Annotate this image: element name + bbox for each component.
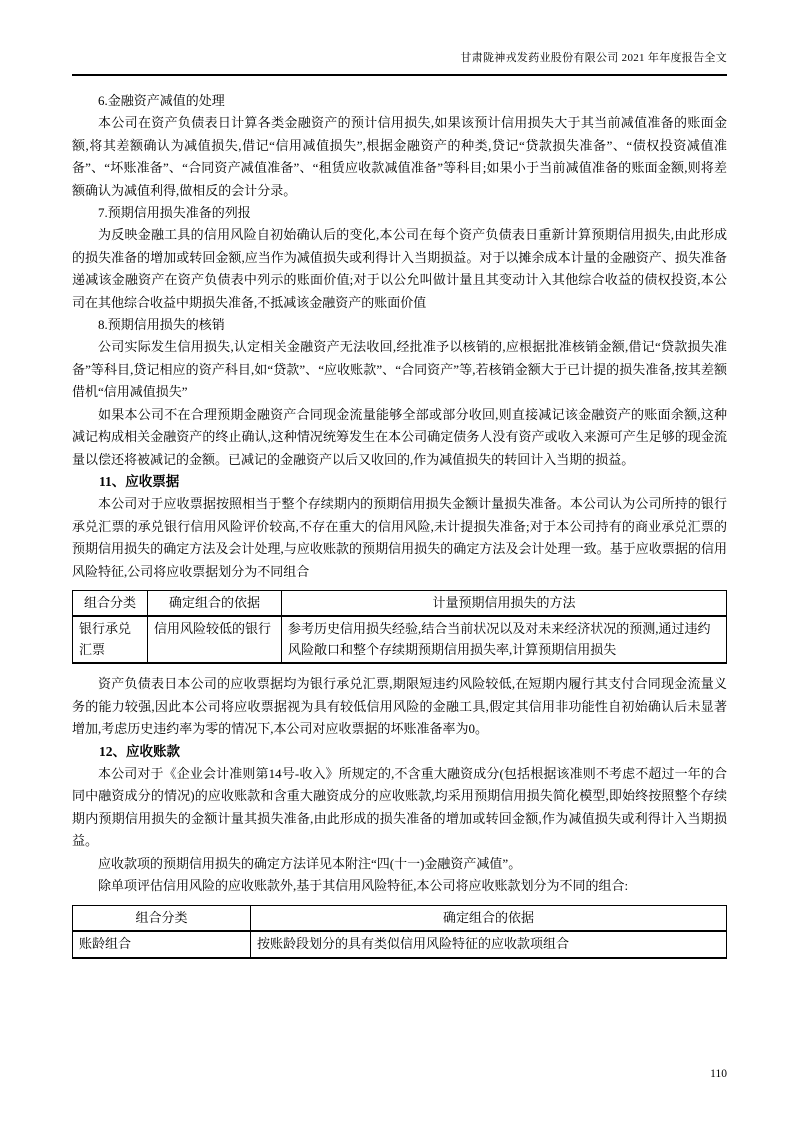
section-11-heading: 11、应收票据	[99, 473, 180, 489]
header-title: 甘肃陇神戎发药业股份有限公司 2021 年年度报告全文	[460, 52, 727, 64]
item8-heading: 8.预期信用损失的核销	[98, 317, 225, 333]
item7-paragraph: 为反映金融工具的信用风险自初始确认后的变化,本公司在每个资产负债表日重新计算预期信用损失,由此形成的损失准备的增加或转回金额,应当作为减值损失或利得计入当期损益。对于以摊余成本计量的金融资产、损失准备递减该金融资产在资产负债表中列示的账面价值;对于以公允叫做计量且其变动计入其他综合收益的债权投资,本公司在其他综合收益中期损失准备,不抵减该金融资产的账面价值	[72, 227, 727, 310]
item8-paragraph-1: 公司实际发生信用损失,认定相关金融资产无法收回,经批准予以核销的,应根据批准核销金额,借记“贷款损失准备”等科目,贷记相应的资产科目,如“贷款”、“应收账款”、“合同资产”等,若核销金额大于已计提的损失准备,按其差额借机“信用减值损失”	[72, 339, 727, 400]
table-cell: 银行承兑汇票	[73, 616, 148, 663]
page-header	[72, 50, 727, 76]
table-row	[73, 616, 727, 663]
table-cell: 按账龄段划分的具有类似信用风险特征的应收款项组合	[251, 931, 727, 958]
section-12-paragraph-3: 除单项评估信用风险的应收账款外,基于其信用风险特征,本公司将应收账款划分为不同的组合:	[98, 878, 629, 894]
page-content	[72, 90, 727, 959]
section-11-paragraph-1: 本公司对于应收票据按照相当于整个存续期内的预期信用损失金额计量损失准备。本公司认为公司所持的银行承兑汇票的承兑银行信用风险评价较高,不存在重大的信用风险,未计提损失准备;对于本公司持有的商业承兑汇票的预期信用损失的确定方法及会计处理,与应收账款的预期信用损失的确定方法及会计处理一致。基于应收票据的信用风险特征,公司将应收票据划分为不同组合	[72, 496, 727, 579]
table-cell: 信用风险较低的银行	[148, 616, 282, 663]
table-cell: 账龄组合	[73, 931, 251, 958]
notes-receivable-table	[72, 590, 727, 665]
page-number: 110	[710, 1068, 727, 1080]
column-header: 确定组合的依据	[251, 905, 727, 931]
item6-heading: 6.金融资产减值的处理	[98, 93, 225, 108]
section-11-paragraph-2: 资产负债表日本公司的应收票据均为银行承兑汇票,期限短违约风险较低,在短期内履行其支付合同现金流量义务的能力较强,因此本公司将应收票据视为具有较低信用风险的金融工具,假定其信用非功能性自初始确认后未显著增加,考虑历史违约率为零的情况下,本公司对应收票据的坏账准备率为0。	[72, 676, 727, 737]
table-row	[73, 931, 727, 958]
section-12-heading: 12、应收账款	[99, 743, 180, 759]
table-header-row	[73, 590, 727, 616]
column-header: 组合分类	[73, 905, 251, 931]
section-12-paragraph-1: 本公司对于《企业会计准则第14号-收入》所规定的,不含重大融资成分(包括根据该准则不考虑不超过一年的合同中融资成分的情况)的应收账款和含重大融资成分的应收账款,均采用预期信用损失简化模型,即始终按照整个存续期内预期信用损失的金额计量其损失准备,由此形成的损失准备的增加或转回金额,作为减值损失或利得计入当期损益。	[72, 766, 727, 849]
table-cell: 参考历史信用损失经验,结合当前状况以及对未来经济状况的预测,通过违约风险敞口和整个存续期预期信用损失率,计算预期信用损失	[282, 616, 727, 663]
column-header: 确定组合的依据	[148, 590, 282, 616]
accounts-receivable-table	[72, 905, 727, 959]
table-header-row	[73, 905, 727, 931]
section-12-paragraph-2: 应收款项的预期信用损失的确定方法详见本附注“四(十一)金融资产减值”。	[98, 855, 522, 871]
item7-heading: 7.预期信用损失准备的列报	[98, 205, 251, 221]
column-header: 组合分类	[73, 590, 148, 616]
item6-paragraph: 本公司在资产负债表日计算各类金融资产的预计信用损失,如果该预计信用损失大于其当前减值准备的账面金额,将其差额确认为减值损失,借记“信用减值损失”,根据金融资产的种类,贷记“贷款损失准备”、“债权投资减值准备”、“坏账准备”、“合同资产减值准备”、“租赁应收款减值准备”等科目;如果小于当前减值准备的账面金额,则将差额确认为减值利得,做相反的会计分录。	[72, 115, 727, 198]
item8-paragraph-2: 如果本公司不在合理预期金融资产合同现金流量能够全部或部分收回,则直接减记该金融资产的账面余额,这种减记构成相关金融资产的终止确认,这种情况统筹发生在本公司确定债务人没有资产或收入来源可产生足够的现金流量以偿还将被减记的金额。已减记的金融资产以后又收回的,作为减值损失的转回计入当期的损益。	[72, 406, 727, 467]
column-header: 计量预期信用损失的方法	[282, 590, 727, 616]
